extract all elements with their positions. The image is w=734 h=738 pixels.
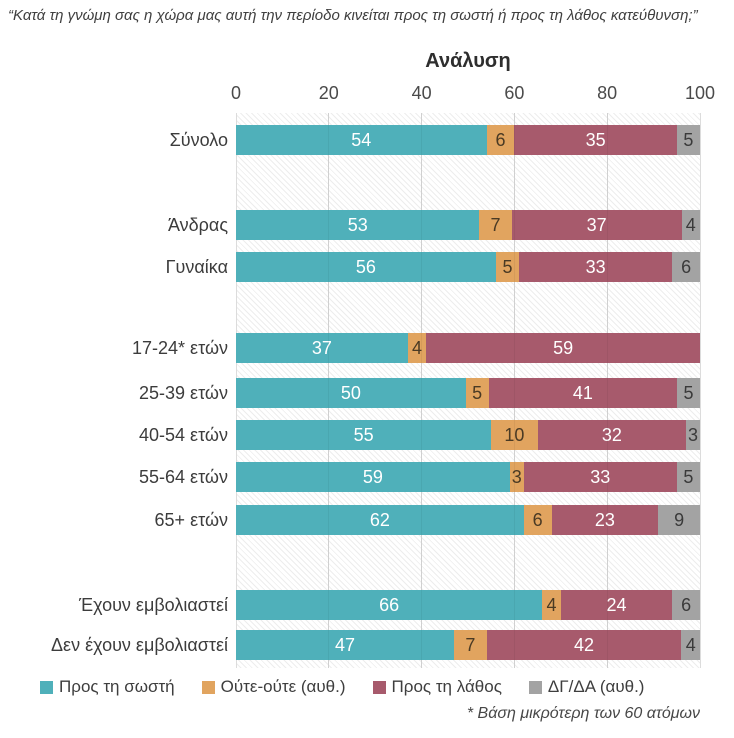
- bar-value-label: 62: [369, 510, 390, 530]
- bar-segment: [681, 630, 700, 660]
- category-label: Δεν έχουν εμβολιαστεί: [51, 635, 228, 655]
- bar-row: [236, 630, 700, 660]
- gridline-overlay: [421, 113, 422, 668]
- bar-value-label: 7: [465, 635, 476, 655]
- bar-segment: [510, 462, 524, 492]
- bar-row: [236, 378, 700, 408]
- bar-value-label: 41: [572, 383, 593, 403]
- bar-value-label: 5: [472, 383, 483, 403]
- chart-title: Ανάλυση: [425, 50, 511, 72]
- category-label: 65+ ετών: [154, 510, 228, 530]
- category-label: 25-39 ετών: [139, 383, 228, 403]
- bar-value-label: 3: [511, 467, 522, 487]
- bar-segment: [672, 252, 700, 282]
- bar-segment: [236, 505, 524, 535]
- bar-segment: [426, 333, 700, 363]
- bar-segment: [487, 630, 682, 660]
- bar-value-label: 33: [585, 257, 606, 277]
- bar-value-label: 37: [311, 338, 332, 358]
- bar-value-label: 9: [674, 510, 685, 530]
- category-label: 55-64 ετών: [139, 467, 228, 487]
- category-label: 40-54 ετών: [139, 425, 228, 445]
- bar-row: [236, 252, 700, 282]
- legend-swatch-icon: [529, 681, 542, 694]
- legend-item: [202, 677, 346, 697]
- x-axis-tick: 60: [504, 83, 525, 103]
- bar-segment: [236, 420, 491, 450]
- category-label: 17-24* ετών: [132, 338, 228, 358]
- bar-value-label: 6: [532, 510, 543, 530]
- x-axis-tick: 40: [411, 83, 432, 103]
- bar-segment: [561, 590, 672, 620]
- x-axis-tick: 100: [684, 83, 716, 103]
- bar-value-label: 59: [553, 338, 574, 358]
- bar-segment: [408, 333, 427, 363]
- bar-segment: [236, 590, 542, 620]
- bar-row: [236, 210, 700, 240]
- footnote: * Βάση μικρότερη των 60 ατόμων: [466, 705, 700, 722]
- bar-value-label: 6: [681, 595, 692, 615]
- category-label: Άνδρας: [167, 215, 228, 235]
- legend-label: Ούτε-ούτε (αυθ.): [220, 677, 346, 696]
- legend-label: Προς τη σωστή: [59, 677, 175, 696]
- x-axis-tick: 80: [597, 83, 618, 103]
- x-axis: [230, 83, 716, 107]
- bar-value-label: 4: [411, 338, 422, 358]
- bar-segment: [524, 505, 552, 535]
- bar-value-label: 6: [681, 257, 692, 277]
- legend-item: [40, 677, 175, 697]
- bar-row: [236, 125, 700, 155]
- bar-segment: [236, 252, 496, 282]
- legend-swatch-icon: [40, 681, 53, 694]
- bar-segment: [524, 462, 677, 492]
- bar-segment: [496, 252, 519, 282]
- bar-value-label: 5: [683, 383, 694, 403]
- bar-segment: [512, 210, 682, 240]
- category-label: Έχουν εμβολιαστεί: [78, 595, 228, 615]
- bar-row: [236, 420, 700, 450]
- gridline-overlay: [607, 113, 608, 668]
- bar-value-label: 53: [347, 215, 368, 235]
- bar-row: [236, 505, 700, 535]
- bar-segment: [489, 378, 677, 408]
- bar-segment: [542, 590, 561, 620]
- gridline-overlay: [514, 113, 515, 668]
- bar-segment: [658, 505, 700, 535]
- bar-value-label: 59: [362, 467, 383, 487]
- bar-segment: [466, 378, 489, 408]
- legend-swatch-icon: [202, 681, 215, 694]
- bar-segment: [236, 210, 479, 240]
- bar-segment: [672, 590, 700, 620]
- bar-row: [236, 462, 700, 492]
- bar-value-label: 5: [683, 467, 694, 487]
- bar-segment: [682, 210, 700, 240]
- legend-label: Προς τη λάθος: [391, 677, 502, 696]
- bar-value-label: 50: [340, 383, 361, 403]
- bar-value-label: 35: [585, 130, 606, 150]
- bar-value-label: 54: [351, 130, 372, 150]
- legend-item: [529, 677, 645, 697]
- bar-segment: [454, 630, 486, 660]
- bar-value-label: 3: [688, 425, 699, 445]
- bar-segment: [514, 125, 676, 155]
- bar-value-label: 5: [502, 257, 513, 277]
- legend-item: [373, 677, 502, 697]
- bar-value-label: 4: [685, 635, 696, 655]
- x-axis-tick: 20: [318, 83, 339, 103]
- bar-value-label: 56: [355, 257, 376, 277]
- bar-segment: [236, 462, 510, 492]
- bar-value-label: 5: [683, 130, 694, 150]
- bar-row: [236, 333, 700, 363]
- bar-value-label: 42: [573, 635, 595, 655]
- bar-segment: [236, 125, 487, 155]
- bar-value-label: 55: [353, 425, 374, 445]
- x-axis-tick: 0: [230, 83, 242, 103]
- bar-value-label: 4: [546, 595, 557, 615]
- bar-value-label: 37: [586, 215, 607, 235]
- bar-segment: [677, 125, 700, 155]
- bar-value-label: 4: [685, 215, 696, 235]
- gridline-overlay: [328, 113, 329, 668]
- bar-value-label: 6: [495, 130, 506, 150]
- bar-segment: [686, 420, 700, 450]
- category-label: Γυναίκα: [165, 257, 228, 277]
- bar-segment: [677, 378, 700, 408]
- bar-segment: [236, 333, 408, 363]
- bar-value-label: 24: [606, 595, 627, 615]
- bar-segment: [487, 125, 515, 155]
- bar-value-label: 7: [490, 215, 501, 235]
- legend-swatch-icon: [373, 681, 386, 694]
- bar-segment: [479, 210, 511, 240]
- bar-segment: [236, 378, 466, 408]
- bar-row: [236, 590, 700, 620]
- bar-segment: [519, 252, 672, 282]
- bar-value-label: 10: [504, 425, 525, 445]
- bar-segment: [538, 420, 686, 450]
- bar-segment: [552, 505, 659, 535]
- plot-area: [236, 113, 700, 668]
- legend: [40, 676, 720, 698]
- bar-value-label: 47: [335, 635, 356, 655]
- bar-value-label: 33: [590, 467, 611, 487]
- bar-value-label: 66: [379, 595, 400, 615]
- survey-question: “Κατά τη γνώμη σας η χώρα μας αυτή την περίοδο κινείται προς τη σωστή ή προς τη λάθος κατεύθυνση;”: [8, 7, 698, 24]
- bar-value-label: 23: [594, 510, 615, 530]
- bar-value-label: 32: [601, 425, 622, 445]
- category-label: Σύνολο: [169, 130, 228, 150]
- legend-label: ΔΓ/ΔΑ (αυθ.): [547, 677, 645, 696]
- bar-segment: [677, 462, 700, 492]
